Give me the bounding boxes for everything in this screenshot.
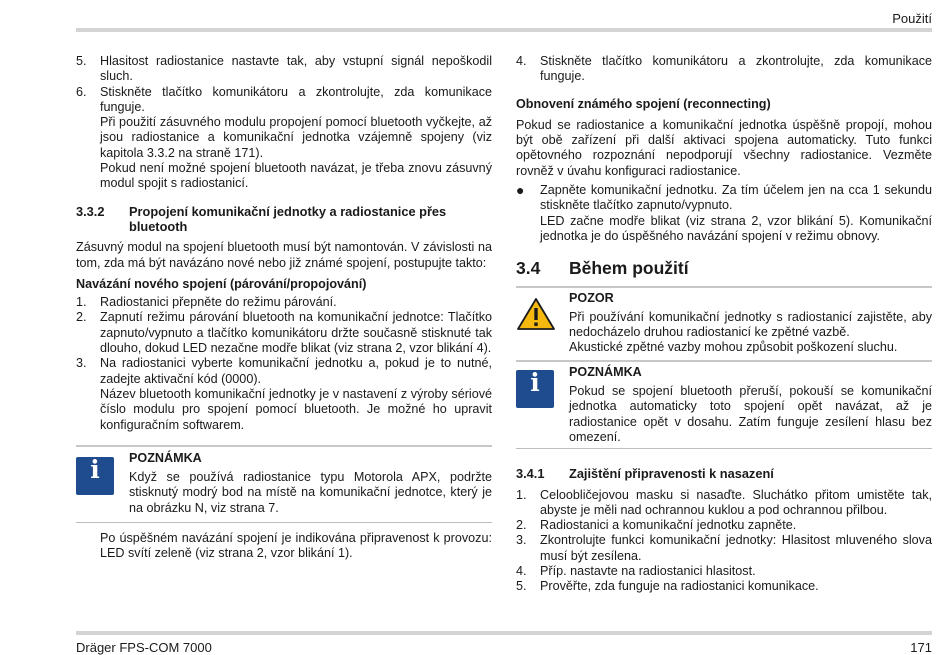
list-text: Příp. nastavte na radiostanici hlasitost. — [540, 564, 756, 579]
page-number: 171 — [910, 640, 932, 655]
info-icon: i — [516, 370, 554, 408]
list-number: 6. — [76, 84, 87, 99]
list-text: Hlasitost radiostanice nastavte tak, aby vstupní signál nepoškodil sluch. — [100, 54, 492, 84]
list-number: 2. — [76, 310, 87, 325]
list-text: Zkontrolujte funkci komunikační jednotky: Hlasitost mluveného slova musí být zesílena. — [540, 533, 932, 563]
caution-text-extra: Akustické zpětné vazby mohou způsobit poškození sluchu. — [569, 340, 898, 355]
bullet-text: Zapněte komunikační jednotku. Za tím účelem jen na cca 1 sekundu stiskněte tlačítko zapnuto/vypnuto. — [540, 183, 932, 213]
section-number: 3.3.2 — [76, 203, 105, 219]
list-text-extra: Při použití zásuvného modulu propojení pomocí bluetooth vyčkejte, až jsou radiostanice a komunikační jednotka vzájemně spojeny (viz kapitola 3.3.2 na straně 171). — [100, 115, 492, 160]
list-number: 3. — [76, 356, 87, 371]
note-title: POZNÁMKA — [129, 450, 202, 465]
caution-content — [569, 291, 932, 356]
bullet-icon: ● — [516, 182, 525, 199]
running-header: Použití — [892, 11, 932, 26]
list-text: Na radiostanici vyberte komunikační jednotku a, pokud je to nutné, zadejte aktivační kód (0000). — [100, 356, 492, 386]
section-title: Propojení komunikační jednotky a radiostanice přes bluetooth — [129, 203, 447, 234]
list-text: Prověřte, zda funguje na radiostanici komunikace. — [540, 579, 819, 594]
bullet-item — [516, 183, 932, 244]
left-column — [76, 54, 492, 562]
footer-product: Dräger FPS-COM 7000 — [76, 640, 212, 655]
caution-text: Při používání komunikační jednotky s radiostanicí zajistěte, aby nedocházelo druhou radiostanicí ke zpětné vazbě. — [569, 309, 932, 340]
note-title: POZNÁMKA — [569, 364, 642, 379]
list-text: Stiskněte tlačítko komunikátoru a zkontrolujte, zda komunikace funguje. — [540, 54, 932, 84]
list-text: Radiostanici a komunikační jednotku zapněte. — [540, 518, 797, 533]
list-item-body — [100, 356, 492, 432]
list-number: 1. — [76, 295, 87, 310]
section-title: Zajištění připravenosti k nasazení — [569, 466, 774, 482]
note-content — [129, 451, 492, 516]
list-text: Radiostanici přepněte do režimu párování. — [100, 295, 337, 310]
note-top-rule — [516, 360, 932, 362]
info-icon: i — [76, 457, 114, 495]
list-number: 2. — [516, 518, 527, 533]
footer-rule — [76, 631, 932, 635]
caution-top-rule — [516, 286, 932, 288]
note-icon-cell — [516, 365, 569, 445]
list-text: Zapnutí režimu párování bluetooth na komunikační jednotce: Tlačítko zapnuto/vypnuto a tlačítko komunikátoru držte současně stisknuté tak dlouho, dokud LED nezačne modře blikat (viz strana 2, vzor blikání 4). — [100, 310, 492, 356]
list-item — [516, 579, 932, 594]
list-item — [516, 518, 932, 533]
list-number: 4. — [516, 54, 527, 68]
subsection-title: Obnovení známého spojení (reconnecting) — [516, 96, 771, 111]
list-number: 4. — [516, 564, 527, 579]
subsection-title: Navázání nového spojení (párování/propojování) — [76, 276, 367, 291]
list-number: 5. — [516, 579, 527, 594]
list-text: Stiskněte tlačítko komunikátoru a zkontrolujte, zda komunikace funguje. — [100, 84, 492, 114]
note-bottom-rule — [516, 448, 932, 449]
list-text: Celoobličejovou masku si nasaďte. Sluchátko přitom umistěte tak, abyste je měli nad ochrannou kuklou a pod ochrannou přilbou. — [540, 487, 932, 517]
header-rule — [76, 28, 932, 32]
readiness-list — [516, 488, 932, 595]
list-item — [76, 356, 492, 432]
reconnect-text: Pokud se radiostanice a komunikační jednotka úspěšně propojí, mohou být obě zařízení při další aktivaci spojena automaticky. Tuto funkci opětovného rozpoznání nepodporují všechny radiostanice. Vezměte rovněž v úvahu konfiguraci radiostanice. — [516, 117, 932, 178]
list-item — [76, 54, 492, 85]
note-text: Pokud se spojení bluetooth přeruší, pokouší se komunikační jednotka automaticky toto spojení opět navázat, až je radiostanice opět v dosahu. Zatím funguje zesílení hlasu bez omezení. — [569, 384, 932, 444]
after-note-text: Po úspěšném navázání spojení je indikována připravenost k provozu: LED svítí zeleně (viz strana 2, vzor blikání 1). — [100, 531, 492, 561]
note-content — [569, 365, 932, 445]
section-heading — [76, 204, 492, 235]
list-item — [516, 564, 932, 579]
note-bottom-rule — [76, 522, 492, 523]
note-top-rule — [76, 445, 492, 447]
list-item — [516, 533, 932, 564]
note-box — [76, 451, 492, 516]
list-item-body — [100, 85, 492, 192]
bullet-body — [540, 183, 932, 244]
list-text-extra: Název bluetooth komunikační jednotky je v nastavení z výroby sériové číslo modulu pro spojení pomocí bluetooth. Je možné ho upravit konfiguračním softwarem. — [100, 386, 492, 432]
note-box — [516, 365, 932, 445]
section-number: 3.4.1 — [516, 466, 545, 482]
chapter-heading — [516, 258, 932, 279]
list-number: 3. — [516, 533, 527, 548]
chapter-number: 3.4 — [516, 258, 541, 279]
list-item — [516, 54, 932, 85]
section-heading — [516, 466, 932, 481]
note-icon-cell — [76, 451, 129, 516]
bullet-text-extra: LED začne modře blikat (viz strana 2, vzor blikání 5). Komunikační jednotka je do úspěšného navázání spojení v režimu obnovy. — [540, 213, 932, 243]
right-column — [516, 54, 932, 595]
list-item — [76, 295, 492, 310]
list-text-extra: Pokud není možné spojení bluetooth navázat, je třeba znovu zásuvný modul spojit s radiostanicí. — [100, 161, 492, 191]
chapter-title: Během použití — [569, 258, 689, 279]
list-item — [76, 85, 492, 192]
list-number: 5. — [76, 54, 87, 68]
list-item — [76, 310, 492, 356]
list-item — [516, 488, 932, 519]
warning-icon — [516, 297, 556, 331]
caution-title: POZOR — [569, 290, 614, 305]
caution-box — [516, 291, 932, 356]
note-text: Když se používá radiostanice typu Motorola APX, podržte stisknutý modrý bod na místě na komunikační jednotce, který je na obrázku N, viz strana 7. — [129, 470, 492, 515]
caution-icon-cell — [516, 291, 569, 356]
section-intro: Zásuvný modul na spojení bluetooth musí být namontován. V závislosti na tom, zda má být navázáno nové nebo již známé spojení, postupujte takto: — [76, 240, 492, 270]
list-number: 1. — [516, 487, 527, 502]
